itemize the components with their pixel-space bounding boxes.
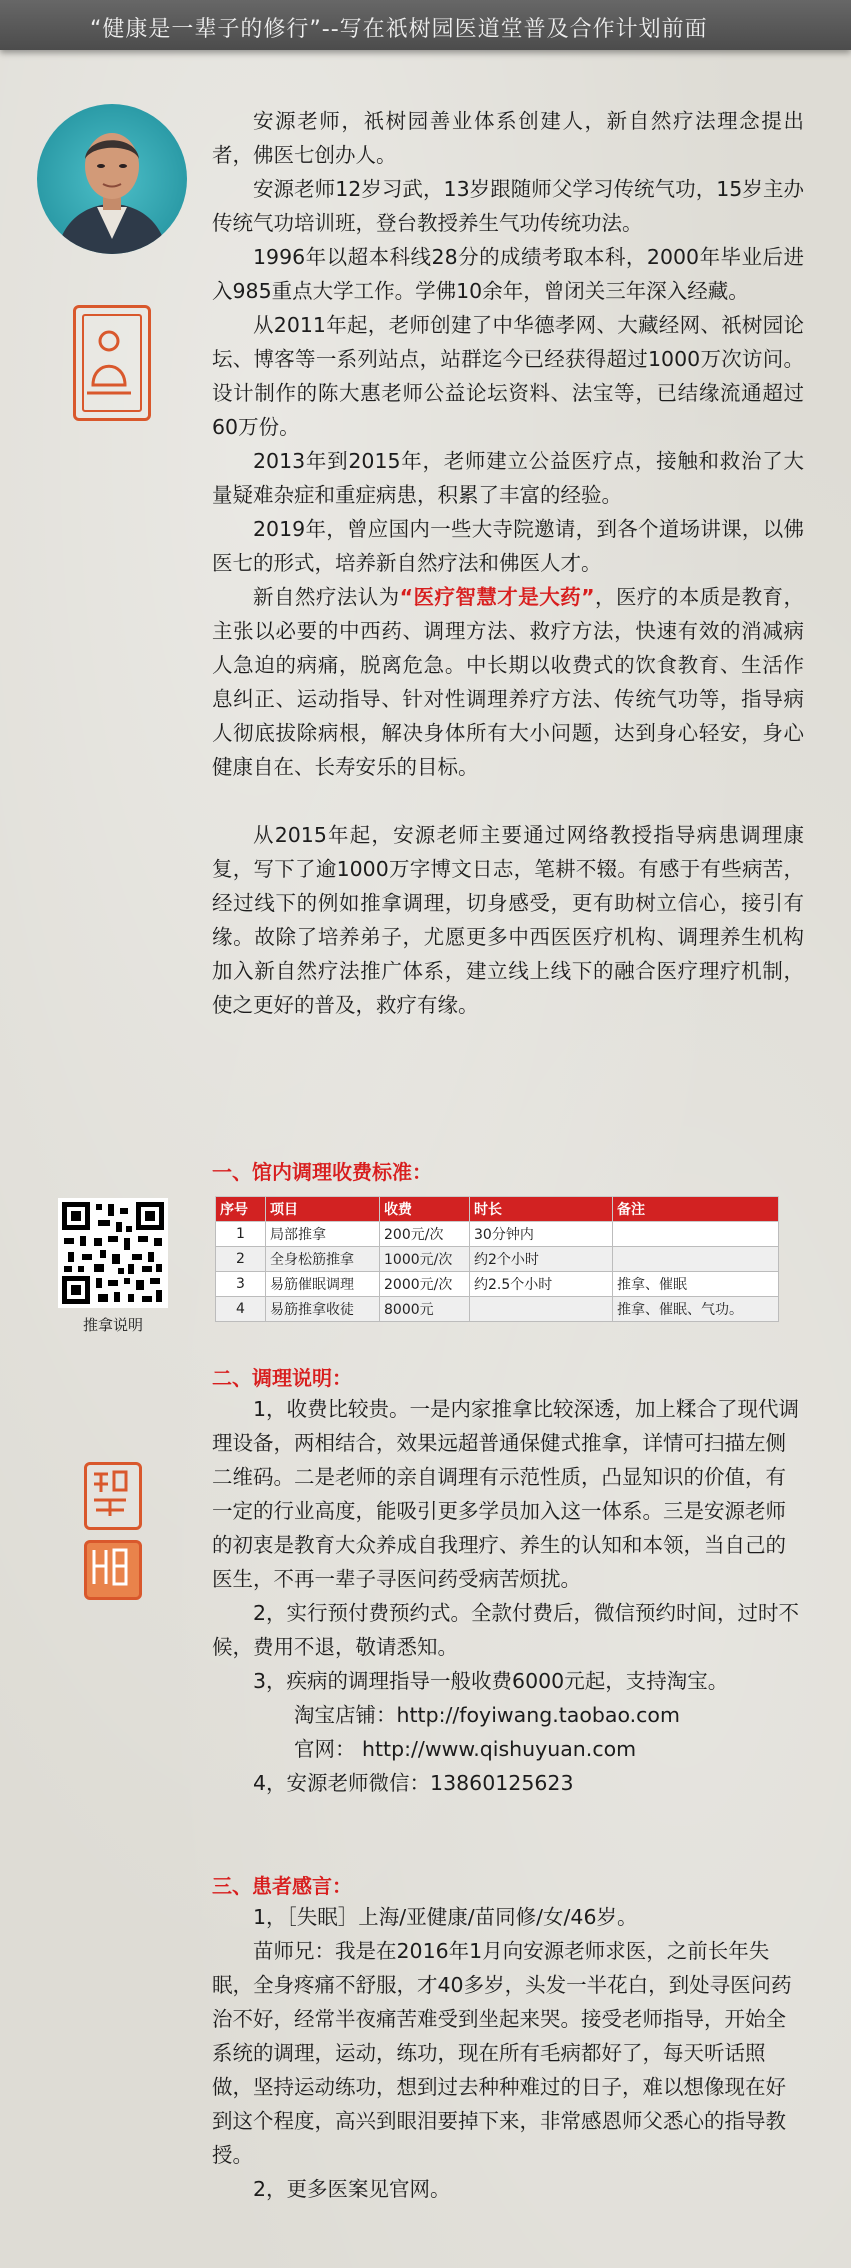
- table-cell: 1000元/次: [380, 1247, 470, 1272]
- table-row: [216, 1272, 779, 1297]
- table-cell: 1: [216, 1222, 266, 1247]
- name-seal-icon: [84, 1462, 142, 1530]
- table-cell: 全身松筋推拿: [266, 1247, 380, 1272]
- page-title: “健康是一辈子的修行”--写在祇树园医道堂普及合作计划前面: [90, 17, 708, 42]
- note-paragraph: 1，收费比较贵。一是内家推拿比较深透，加上糅合了现代调理设备，两相结合，效果远超普通保健式推拿，详情可扫描左侧二维码。二是老师的亲自调理有示范性质，凸显知识的价值，有一定的行业高度，能吸引更多学员加入这一体系。三是安源老师的初衷是教育大众养成自我理疗、养生的认知和本领，当自己的医生，不再一辈子寻医问药受病苦烦扰。: [212, 1397, 800, 1591]
- intro-paragraph: 1996年以超本科线28分的成绩考取本科，2000年毕业后进入985重点大学工作。学佛10余年，曾闭关三年深入经藏。: [212, 245, 804, 303]
- table-cell: [613, 1247, 779, 1272]
- table-cell: 易筋推拿收徒: [266, 1297, 380, 1322]
- fee-table: [215, 1196, 779, 1322]
- note-paragraph: 3，疾病的调理指导一般收费6000元起，支持淘宝。: [253, 1669, 729, 1693]
- table-cell: 30分钟内: [470, 1222, 613, 1247]
- table-cell: 8000元: [380, 1297, 470, 1322]
- table-row: [216, 1247, 779, 1272]
- table-cell: [613, 1222, 779, 1247]
- section-title-testimonials: 三、患者感言：: [212, 1874, 352, 1898]
- intro-paragraph: 2013年到2015年，老师建立公益医疗点，接触和救治了大量疑难杂症和重症病患，积累了丰富的经验。: [212, 449, 804, 507]
- table-row: [216, 1222, 779, 1247]
- table-header: 项目: [266, 1197, 380, 1222]
- section-title-notes: 二、调理说明：: [212, 1366, 352, 1390]
- buddha-seal-icon: [73, 305, 151, 421]
- testimonial-heading: 1，［失眠］上海/亚健康/苗同修/女/46岁。: [253, 1905, 638, 1929]
- table-header: 收费: [380, 1197, 470, 1222]
- avatar: [37, 104, 187, 254]
- notes-section: [212, 1392, 804, 1800]
- testimonials-section: [212, 1900, 804, 2206]
- testimonial-body: 苗师兄：我是在2016年1月向安源老师求医，之前长年失眠，全身疼痛不舒服，才40多岁，头发一半花白，到处寻医问药治不好，经常半夜痛苦难受到坐起来哭。接受老师指导，开始全系统的调理，运动，练功，现在所有毛病都好了，每天听话照做，坚持运动练功，想到过去种种难过的日子，难以想像现在好到这个程度，高兴到眼泪要掉下来，非常感恩师父悉心的指导教授。: [212, 1939, 792, 2167]
- intro-paragraph: 从2011年起，老师创建了中华德孝网、大藏经网、祇树园论坛、博客等一系列站点，站群迄今已经获得超过1000万次访问。设计制作的陈大惠老师公益论坛资料、法宝等，已结缘流通超过60万份。: [212, 313, 804, 439]
- note-paragraph: 4，安源老师微信：13860125623: [253, 1771, 574, 1795]
- table-cell: 推拿、催眠: [613, 1272, 779, 1297]
- table-cell: 约2.5个小时: [470, 1272, 613, 1297]
- table-cell: 局部推拿: [266, 1222, 380, 1247]
- intro-paragraph: 2019年，曾应国内一些大寺院邀请，到各个道场讲课，以佛医七的形式，培养新自然疗法和佛医人才。: [212, 517, 804, 575]
- highlight-text: “医疗智慧才是大药”: [399, 585, 595, 609]
- table-header: 备注: [613, 1197, 779, 1222]
- table-cell: 200元/次: [380, 1222, 470, 1247]
- table-cell: 3: [216, 1272, 266, 1297]
- name-seal-icon-2: [84, 1540, 142, 1600]
- table-cell: 4: [216, 1297, 266, 1322]
- intro-paragraph: 安源老师12岁习武，13岁跟随师父学习传统气功，15岁主办传统气功培训班，登台教授养生气功传统功法。: [212, 177, 804, 235]
- table-row: [216, 1297, 779, 1322]
- table-header: 时长: [470, 1197, 613, 1222]
- intro-section: [212, 104, 804, 1022]
- intro-paragraph: 安源老师，祇树园善业体系创建人，新自然疗法理念提出者，佛医七创办人。: [212, 109, 804, 167]
- table-cell: 2000元/次: [380, 1272, 470, 1297]
- portrait-icon: [37, 104, 187, 254]
- official-site-link[interactable]: 官网： http://www.qishuyuan.com: [294, 1737, 637, 1761]
- table-header: 序号: [216, 1197, 266, 1222]
- taobao-link[interactable]: 淘宝店铺：http://foyiwang.taobao.com: [294, 1703, 680, 1727]
- header-bar: [0, 0, 851, 50]
- section-title-fees: 一、馆内调理收费标准：: [212, 1160, 432, 1184]
- note-paragraph: 2，实行预付费预约式。全款付费后，微信预约时间，过时不候，费用不退，敬请悉知。: [212, 1601, 800, 1659]
- table-cell: 2: [216, 1247, 266, 1272]
- table-cell: [470, 1297, 613, 1322]
- qr-caption: 推拿说明: [82, 1316, 143, 1334]
- cooperation-paragraph: 从2015年起，安源老师主要通过网络教授指导病患调理康复，写下了逾1000万字博文日志，笔耕不辍。有感于有些病苦，经过线下的例如推拿调理，切身感受，更有助树立信心，接引有缘。故除了培养弟子，尤愿更多中西医医疗机构、调理养生机构加入新自然疗法推广体系，建立线上线下的融合医疗理疗机制，使之更好的普及，救疗有缘。: [212, 823, 804, 1017]
- testimonial-more: 2，更多医案见官网。: [253, 2177, 451, 2201]
- table-cell: 推拿、催眠、气功。: [613, 1297, 779, 1322]
- table-cell: 约2个小时: [470, 1247, 613, 1272]
- table-header-row: [216, 1197, 779, 1222]
- table-cell: 易筋催眠调理: [266, 1272, 380, 1297]
- philosophy-paragraph: 新自然疗法认为“医疗智慧才是大药”，医疗的本质是教育，主张以必要的中西药、调理方法、救疗方法，快速有效的消减病人急迫的病痛，脱离危急。中长期以收费式的饮食教育、生活作息纠正、运动指导、针对性调理养疗方法、传统气功等，指导病人彻底拔除病根，解决身体所有大小问题，达到身心轻安，身心健康自在、长寿安乐的目标。: [212, 585, 805, 779]
- qr-code-icon[interactable]: [58, 1198, 168, 1308]
